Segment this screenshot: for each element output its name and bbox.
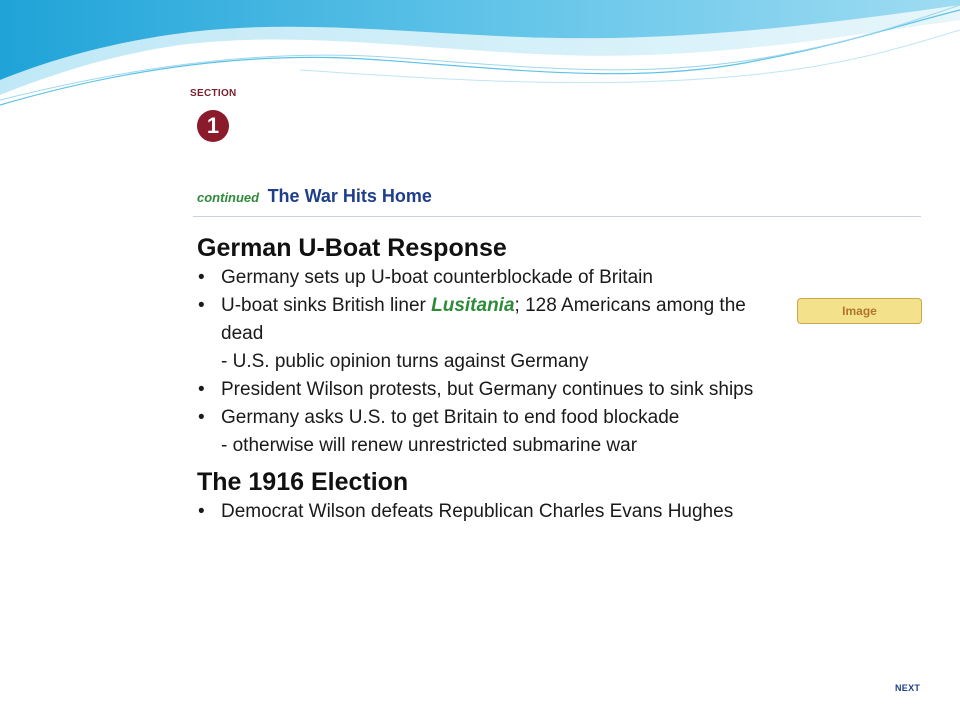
slide-content [197,232,777,526]
image-button[interactable]: Image [797,298,922,324]
section-label: SECTION [190,88,237,99]
list-item [197,292,777,348]
list-item-text: Germany asks U.S. to get Britain to end food blockade [221,407,680,428]
lusitania-term: Lusitania [431,295,515,316]
page-title: The War Hits Home [267,186,432,206]
breadcrumb [197,186,432,207]
sub-list-item: - otherwise will renew unrestricted submarine war [221,435,638,456]
section-number-badge: 1 [197,110,229,142]
list-item [197,404,777,432]
list-item-text: Germany sets up U-boat counterblockade of Britain [221,267,653,288]
bullet-icon: • [198,267,205,288]
list-item-text-post: ; 128 Americans among the dead [221,295,746,344]
heading-1916-election: The 1916 Election [197,468,409,496]
title-divider [193,216,921,217]
list-item [197,498,777,526]
list-item-text: President Wilson protests, but Germany continues to sink ships [221,379,754,400]
decorative-wave-banner [0,0,960,140]
bullet-icon: • [198,501,205,522]
list-item [197,376,777,404]
continued-label: continued [197,190,260,205]
list-item-text-pre: U-boat sinks British liner [221,295,432,316]
list-item [197,264,777,292]
next-button[interactable]: NEXT [895,683,921,693]
heading-uboat-response: German U-Boat Response [197,234,507,262]
sub-list-item: - U.S. public opinion turns against Germany [221,351,589,372]
list-item-text: Democrat Wilson defeats Republican Charles Evans Hughes [221,501,734,522]
bullet-icon: • [198,407,205,428]
bullet-icon: • [198,295,205,316]
bullet-icon: • [198,379,205,400]
